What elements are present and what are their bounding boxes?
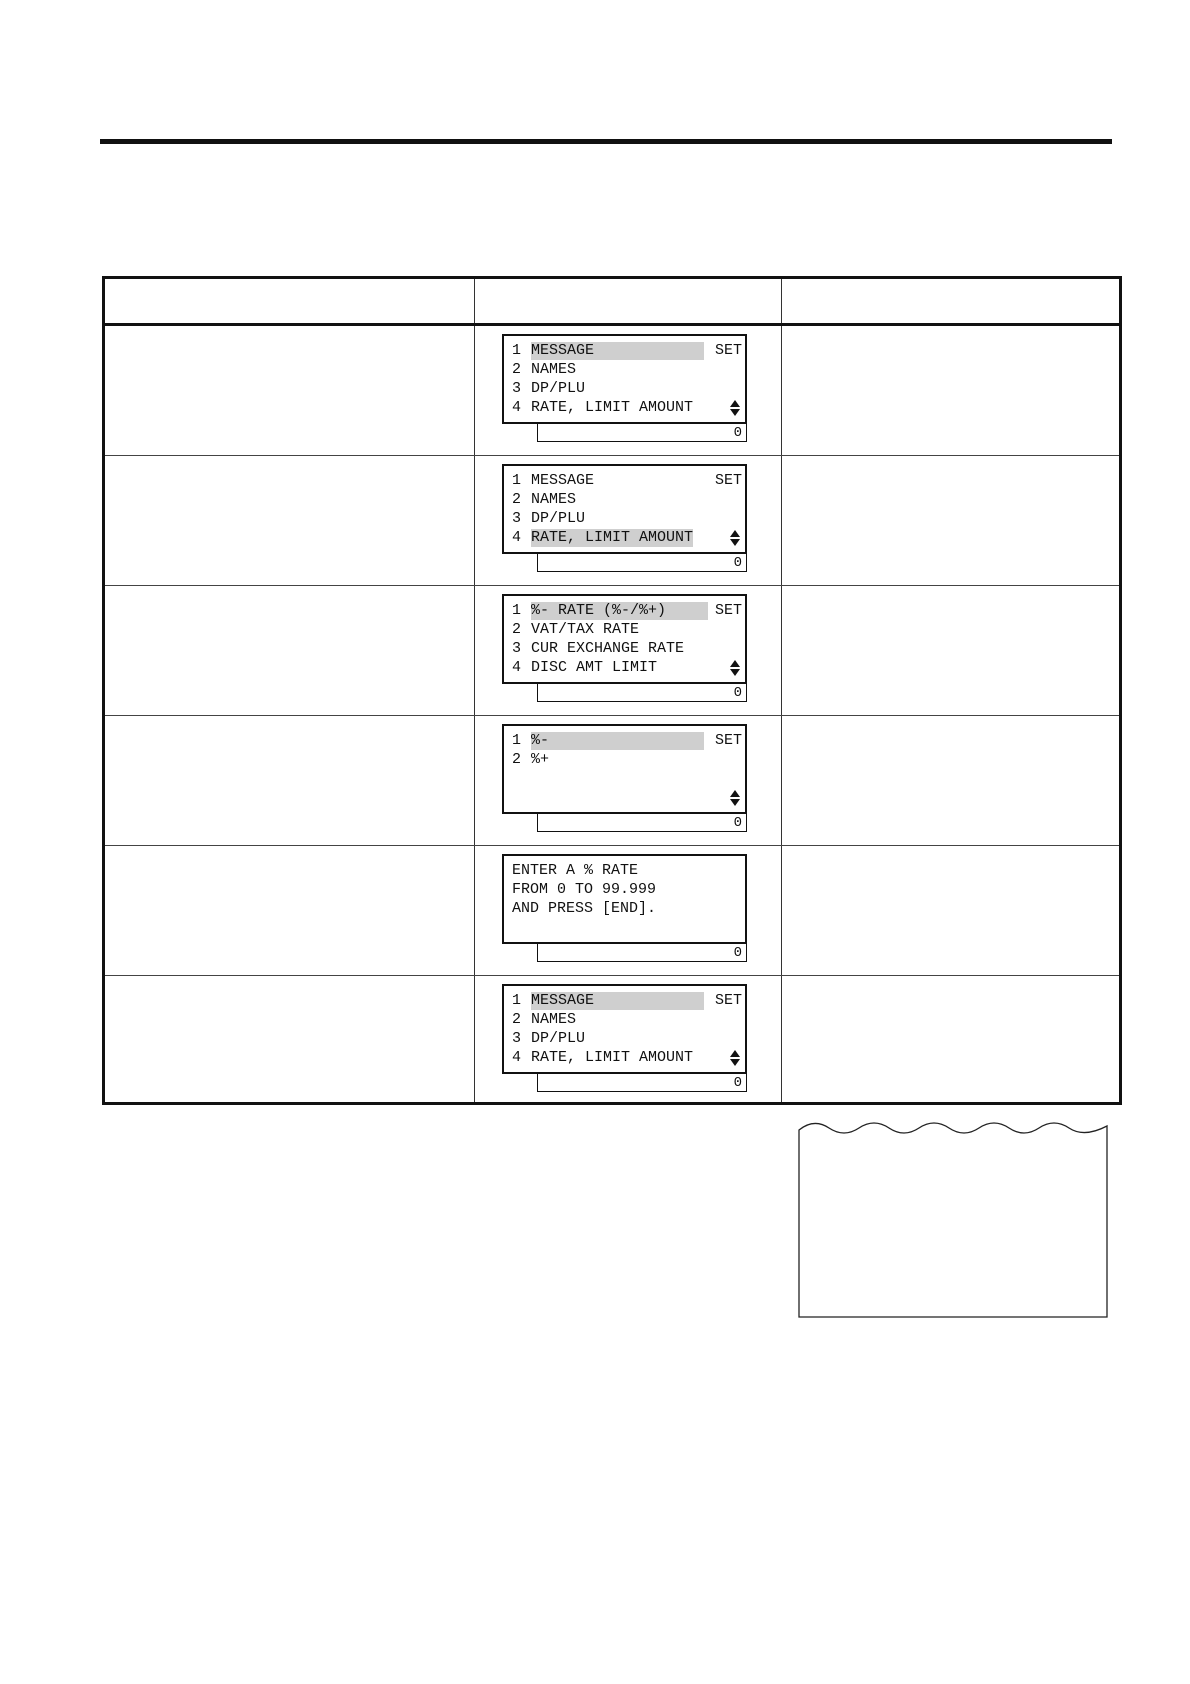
lcd-counter-bar [537,943,747,962]
scroll-arrows-icon [728,659,742,677]
header-divider [105,323,1119,326]
row-divider [105,975,1119,976]
counter-value: 0 [733,815,742,831]
set-label: SET [714,342,742,359]
message-line: FROM 0 TO 99.999 [512,881,657,898]
lcd-counter-bar [537,1073,747,1092]
lcd-counter-bar [537,553,747,572]
scroll-arrows-icon [728,399,742,417]
set-label: SET [714,992,742,1009]
row-divider [105,845,1119,846]
lcd-screen [502,854,747,944]
row-divider [105,585,1119,586]
counter-value: 0 [733,1075,742,1091]
lcd-counter-bar [537,813,747,832]
column-divider [474,279,475,1102]
lcd-screen: 1 MESSAGE 2 NAMES 3 DP/PLU 4 RATE, LIMIT AMOUNT SET [502,464,747,554]
lcd-counter-bar [537,683,747,702]
scroll-arrows-icon [728,789,742,807]
counter-value: 0 [733,555,742,571]
message-line: ENTER A % RATE [512,862,639,879]
top-rule [100,139,1112,144]
counter-value: 0 [733,425,742,441]
lcd-screen: 1 MESSAGE 2 NAMES 3 DP/PLU 4 RATE, LIMIT AMOUNT SET [502,984,747,1074]
counter-value: 0 [733,685,742,701]
lcd-screen: 1 MESSAGE 2 NAMES 3 DP/PLU 4 RATE, LIMIT AMOUNT SET [502,334,747,424]
row-divider [105,715,1119,716]
column-divider [781,279,782,1102]
set-label: SET [714,602,742,619]
lcd-screen: 1 %- RATE (%-/%+) 2 VAT/TAX RATE 3 CUR EXCHANGE RATE 4 DISC AMT LIMIT SET [502,594,747,684]
message-line: AND PRESS [END]. [512,900,657,917]
set-label: SET [714,732,742,749]
lcd-screen: 1 %- 2 %+ SET [502,724,747,814]
counter-value: 0 [733,945,742,961]
receipt-outline [798,1118,1108,1318]
set-label: SET [714,472,742,489]
lcd-counter-bar [537,423,747,442]
scroll-arrows-icon [728,1049,742,1067]
scroll-arrows-icon [728,529,742,547]
row-divider [105,455,1119,456]
